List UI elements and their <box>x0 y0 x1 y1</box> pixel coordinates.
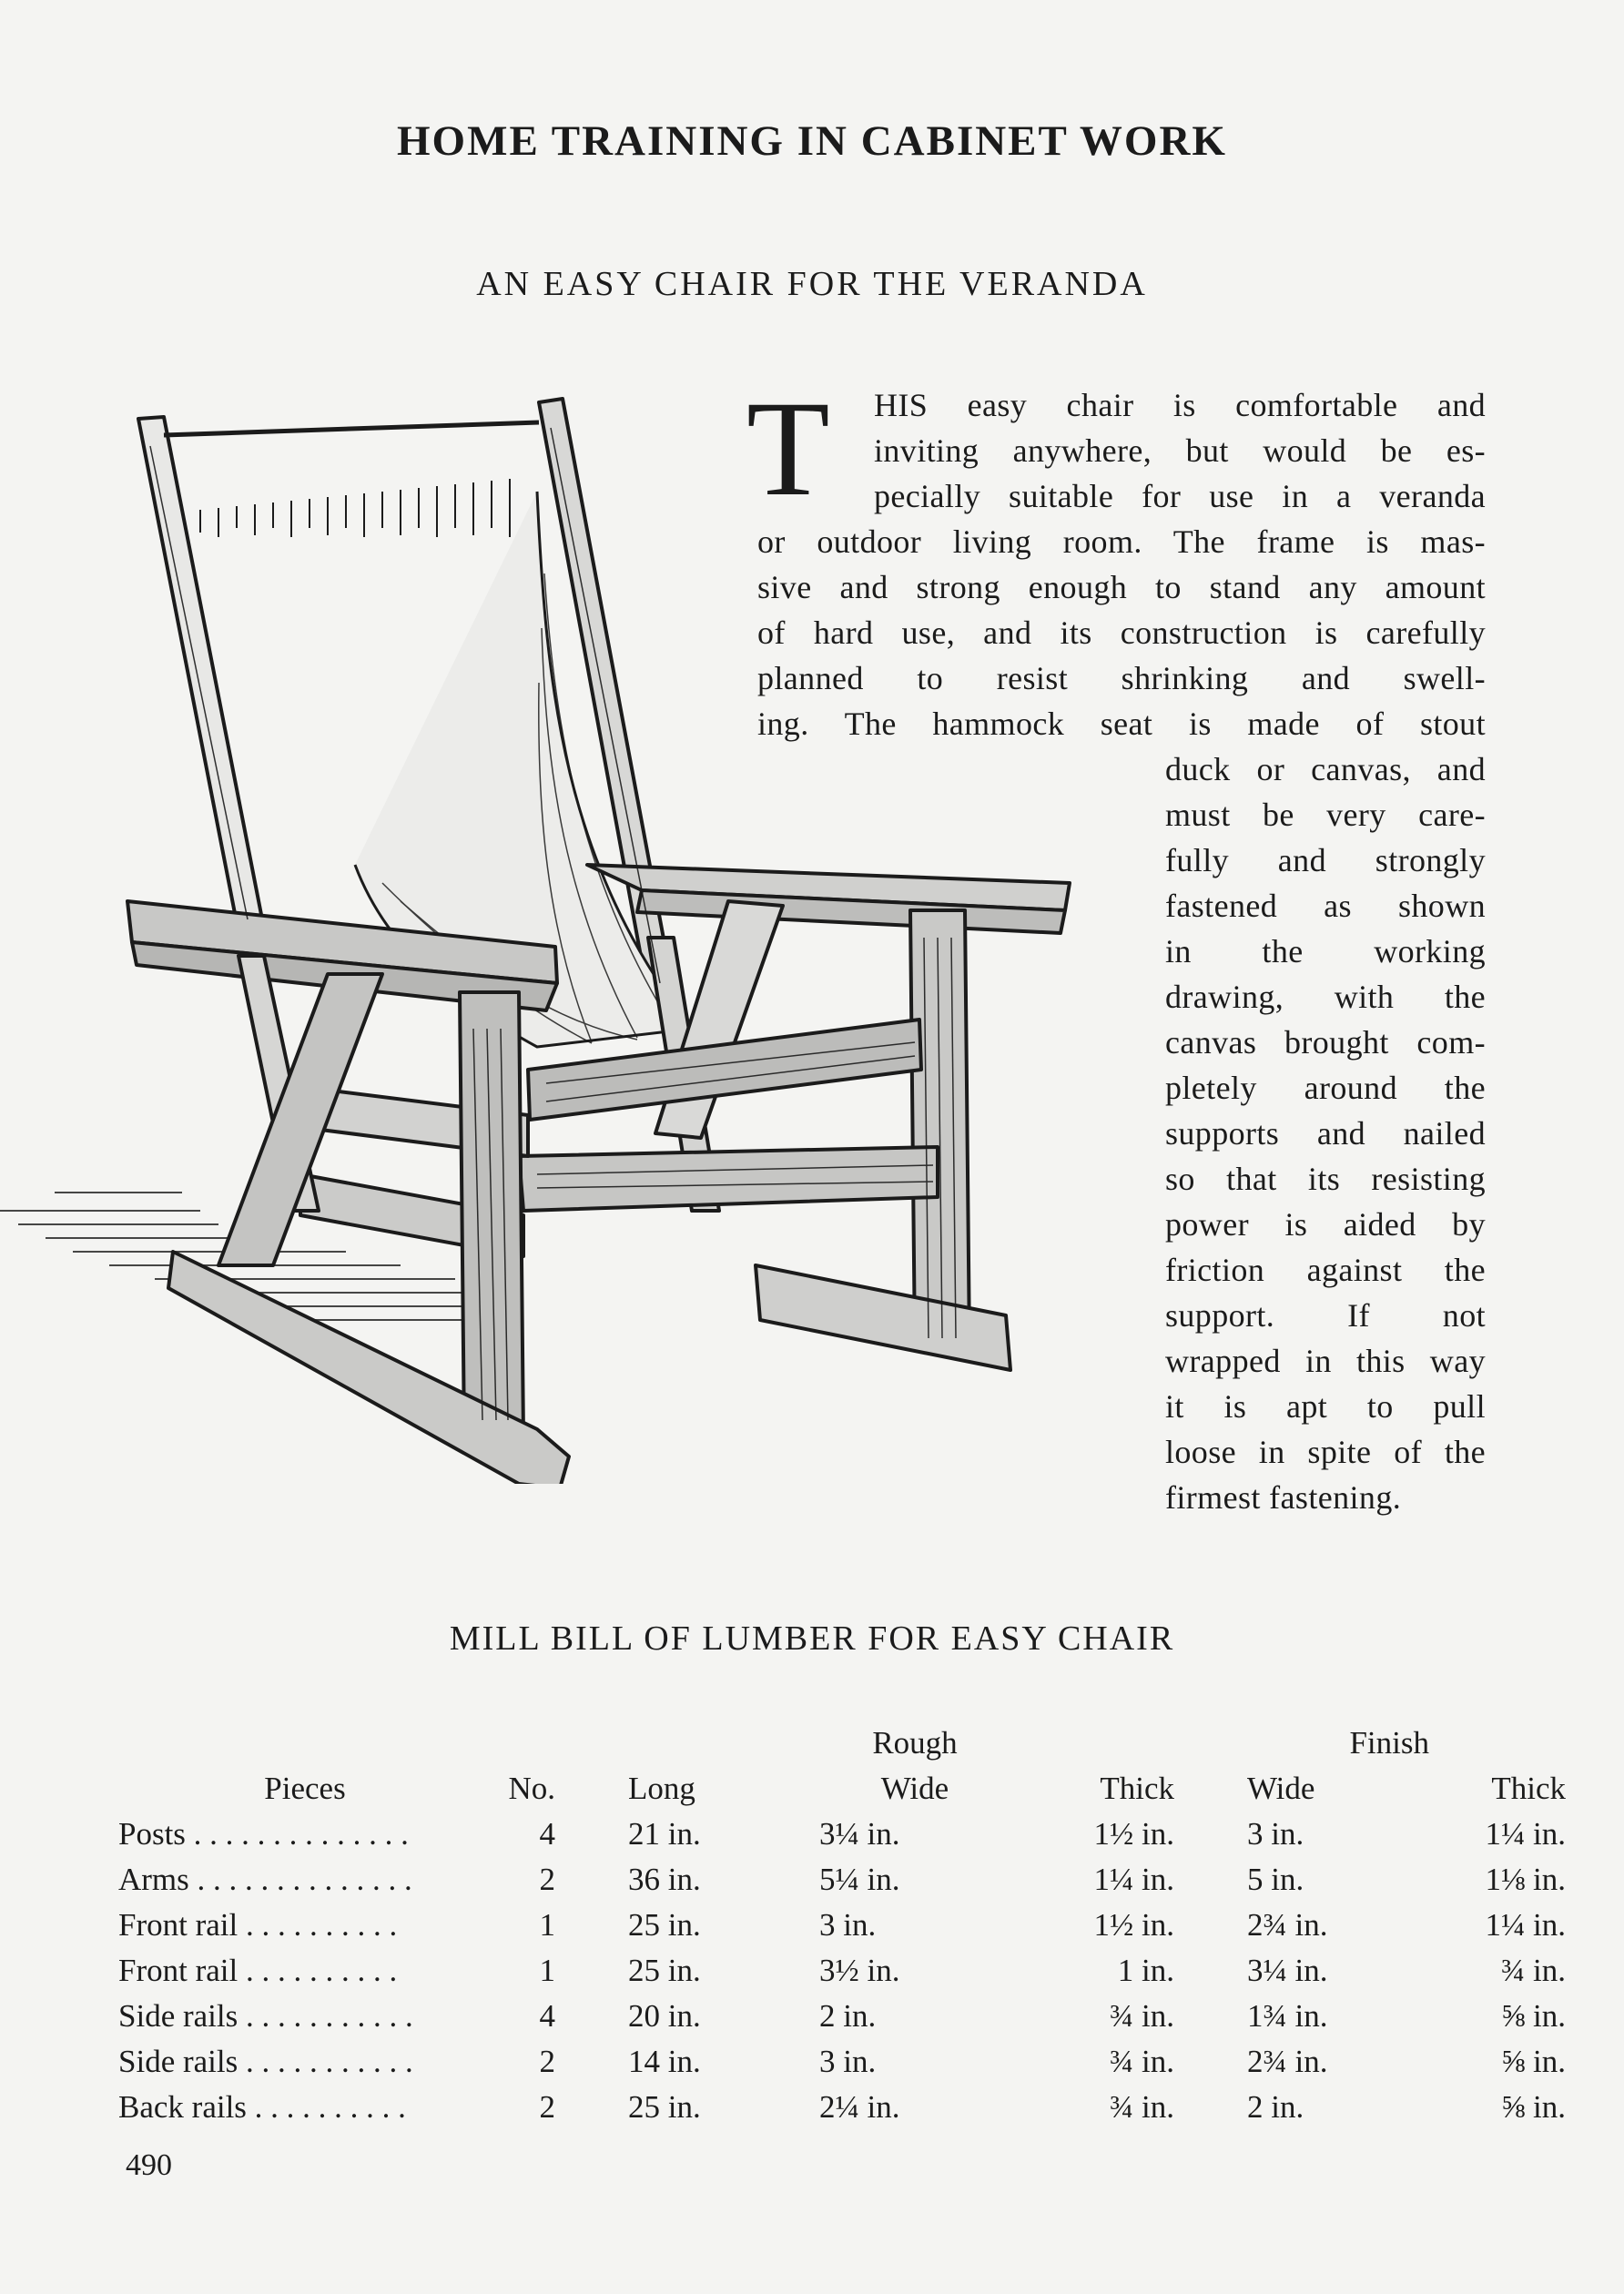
cell-rough-thick: 1½ in. <box>1093 1907 1174 1943</box>
page-number: 490 <box>126 2148 172 2182</box>
body-line: supports and nailed <box>1165 1115 1486 1152</box>
col-header-rough-wide: Wide <box>880 1771 949 1806</box>
cell-no: 1 <box>539 1953 555 1988</box>
body-line: fully and strongly <box>1165 842 1486 878</box>
col-header-finish-wide: Wide <box>1247 1771 1315 1806</box>
rough-group-header: Rough <box>872 1725 958 1761</box>
cell-rough-wide: 2¼ in. <box>819 2089 900 2125</box>
cell-no: 2 <box>539 1862 555 1897</box>
cell-long: 25 in. <box>628 1907 701 1943</box>
cell-finish-wide: 2¾ in. <box>1247 1907 1328 1943</box>
col-header-long: Long <box>628 1771 695 1806</box>
drop-cap: T <box>746 373 830 524</box>
cell-piece: Front rail . . . . . . . . . . <box>118 1907 398 1943</box>
table-row <box>118 1903 1566 1948</box>
cell-no: 4 <box>539 1998 555 2034</box>
col-header-no: No. <box>508 1771 555 1806</box>
body-line: wrapped in this way <box>1165 1343 1486 1379</box>
cell-finish-thick: ⅝ in. <box>1501 2044 1566 2079</box>
cell-rough-wide: 3 in. <box>819 2044 877 2079</box>
cell-rough-thick: 1½ in. <box>1093 1816 1174 1852</box>
cell-rough-thick: ¾ in. <box>1110 2089 1174 2125</box>
cell-piece: Side rails . . . . . . . . . . . <box>118 1998 413 2034</box>
cell-piece: Front rail . . . . . . . . . . <box>118 1953 398 1988</box>
cell-piece: Posts . . . . . . . . . . . . . . <box>118 1816 409 1852</box>
body-line: canvas brought com- <box>1165 1024 1486 1061</box>
running-head: HOME TRAINING IN CABINET WORK <box>397 117 1227 165</box>
cell-finish-thick: ⅝ in. <box>1501 1998 1566 2034</box>
body-line: drawing, with the <box>1165 979 1486 1015</box>
body-line: friction against the <box>1165 1252 1486 1288</box>
body-line: or outdoor living room. The frame is mas- <box>757 523 1486 560</box>
cell-rough-thick: 1¼ in. <box>1093 1862 1174 1897</box>
body-line: loose in spite of the <box>1165 1434 1486 1470</box>
cell-no: 2 <box>539 2044 555 2079</box>
cell-rough-wide: 5¼ in. <box>819 1862 900 1897</box>
article-title: AN EASY CHAIR FOR THE VERANDA <box>476 265 1148 303</box>
body-line: in the working <box>1165 933 1486 969</box>
table-row <box>118 2085 1566 2130</box>
cell-finish-thick: ¾ in. <box>1501 1953 1566 1988</box>
cell-rough-wide: 3¼ in. <box>819 1816 900 1852</box>
cell-finish-thick: 1¼ in. <box>1485 1907 1566 1943</box>
cell-rough-wide: 3½ in. <box>819 1953 900 1988</box>
col-header-pieces: Pieces <box>264 1771 346 1806</box>
cell-long: 14 in. <box>628 2044 701 2079</box>
body-line: it is apt to pull <box>1165 1388 1486 1425</box>
body-line: must be very care- <box>1165 797 1486 833</box>
table-row <box>118 1857 1566 1903</box>
cell-finish-wide: 2 in. <box>1247 2089 1304 2125</box>
body-line: of hard use, and its construction is carefully <box>757 614 1486 651</box>
table-group-header-row <box>118 1720 1566 1766</box>
body-line: power is aided by <box>1165 1206 1486 1243</box>
body-line: pletely around the <box>1165 1070 1486 1106</box>
table-row <box>118 1948 1566 1994</box>
table-row <box>118 2039 1566 2085</box>
body-line: firmest fastening. <box>1165 1479 1402 1516</box>
cell-long: 25 in. <box>628 1953 701 1988</box>
cell-finish-wide: 3¼ in. <box>1247 1953 1328 1988</box>
body-line: so that its resisting <box>1165 1161 1486 1197</box>
cell-piece: Arms . . . . . . . . . . . . . . <box>118 1862 412 1897</box>
cell-finish-thick: ⅝ in. <box>1501 2089 1566 2125</box>
cell-finish-wide: 3 in. <box>1247 1816 1304 1852</box>
cell-finish-thick: 1⅛ in. <box>1485 1862 1566 1897</box>
cell-no: 4 <box>539 1816 555 1852</box>
table-row <box>118 1812 1566 1857</box>
cell-rough-wide: 3 in. <box>819 1907 877 1943</box>
cell-long: 21 in. <box>628 1816 701 1852</box>
lumber-table <box>118 1720 1566 2130</box>
cell-long: 25 in. <box>628 2089 701 2125</box>
body-line: pecially suitable for use in a veranda <box>874 478 1486 514</box>
cell-finish-wide: 1¾ in. <box>1247 1998 1328 2034</box>
cell-finish-thick: 1¼ in. <box>1485 1816 1566 1852</box>
cell-long: 20 in. <box>628 1998 701 2034</box>
table-row <box>118 1994 1566 2039</box>
body-line: HIS easy chair is comfortable and <box>874 387 1486 423</box>
table-title: MILL BILL OF LUMBER FOR EASY CHAIR <box>449 1619 1175 1658</box>
col-header-rough-thick: Thick <box>1100 1771 1174 1806</box>
body-line: sive and strong enough to stand any amount <box>757 569 1486 605</box>
col-header-finish-thick: Thick <box>1491 1771 1566 1806</box>
finish-group-header: Finish <box>1349 1725 1429 1761</box>
body-line: fastened as shown <box>1165 888 1486 924</box>
body-line: inviting anywhere, but would be es- <box>874 432 1486 469</box>
table-header-row <box>118 1766 1566 1812</box>
cell-piece: Side rails . . . . . . . . . . . <box>118 2044 413 2079</box>
body-line: duck or canvas, and <box>1165 751 1486 787</box>
article-body <box>757 382 1486 1520</box>
cell-finish-wide: 2¾ in. <box>1247 2044 1328 2079</box>
body-line: support. If not <box>1165 1297 1486 1334</box>
body-line: planned to resist shrinking and swell- <box>757 660 1486 696</box>
cell-rough-thick: 1 in. <box>1117 1953 1174 1988</box>
cell-rough-thick: ¾ in. <box>1110 2044 1174 2079</box>
cell-long: 36 in. <box>628 1862 701 1897</box>
cell-piece: Back rails . . . . . . . . . . <box>118 2089 406 2125</box>
cell-no: 1 <box>539 1907 555 1943</box>
cell-no: 2 <box>539 2089 555 2125</box>
cell-rough-wide: 2 in. <box>819 1998 877 2034</box>
cell-rough-thick: ¾ in. <box>1110 1998 1174 2034</box>
body-line: ing. The hammock seat is made of stout <box>757 705 1486 742</box>
cell-finish-wide: 5 in. <box>1247 1862 1304 1897</box>
